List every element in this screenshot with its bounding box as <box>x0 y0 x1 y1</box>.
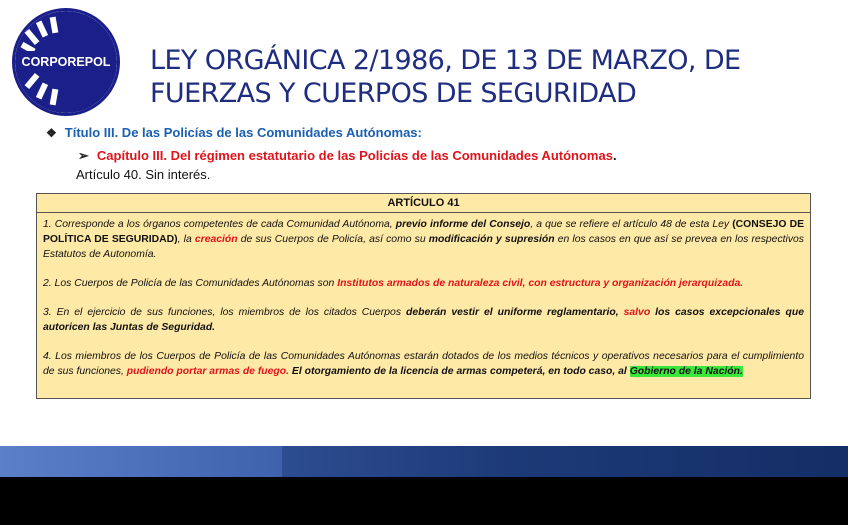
arrow-bullet-icon: ➢ <box>78 148 89 163</box>
article-41-box <box>36 193 811 399</box>
titulo-text: Título III. De las Policías de las Comunidades Autónomas: <box>64 125 422 140</box>
p3-bold-uniforme: deberán vestir el uniforme reglamentario, <box>405 307 619 318</box>
p2-institutos: Institutos armados de naturaleza civil, con estructura y organización jerarquizada. <box>337 278 744 289</box>
p4-bold-licencia: El otorgamiento de la licencia de armas competerá, en todo caso, al <box>289 366 630 377</box>
article-body <box>37 213 810 379</box>
article-heading: ARTÍCULO 41 <box>37 194 810 213</box>
p4-armas: pudiendo portar armas de fuego. <box>126 366 289 377</box>
page-title <box>150 44 830 110</box>
articulo-40-note: Artículo 40. Sin interés. <box>76 167 211 182</box>
article-paragraph-3 <box>43 305 804 335</box>
p1-bold-consejo: (CONSEJO DE POLÍTICA DE SEGURIDAD) <box>43 219 805 245</box>
p1-text: , a que se refiere el artículo 48 de esta Ley <box>530 219 733 230</box>
p3-text: 3. En el ejercicio de sus funciones, los miembros de los citados Cuerpos <box>43 307 406 318</box>
p2-text: 2. Los Cuerpos de Policía de las Comunidades Autónomas son <box>43 278 338 289</box>
p1-creacion: creación <box>194 234 238 245</box>
p1-text: de sus Cuerpos de Policía, así como su <box>237 234 429 245</box>
p1-bold-informe: previo informe del Consejo <box>395 219 531 230</box>
p3-bold-casos: los casos excepcionales que autoricen las Juntas de Seguridad. <box>43 307 804 333</box>
title-line-2: FUERZAS Y CUERPOS DE SEGURIDAD <box>150 78 637 109</box>
logo-emblem-icon <box>15 11 117 113</box>
p1-text: en los casos en que así se prevea en los respectivos Estatutos de Autonomía. <box>43 234 805 260</box>
p1-text: , la <box>177 234 195 245</box>
p4-gobierno-highlight: Gobierno de la Nación. <box>629 366 743 377</box>
diamond-bullet-icon: ❖ <box>46 126 57 140</box>
article-paragraph-1 <box>43 217 804 262</box>
capitulo-end: . <box>612 148 617 163</box>
p4-text: 4. Los miembros de los Cuerpos de Policía de las Comunidades Autónomas estarán dotados de los medios técnicos y operativos necesarios para el cumplimiento de sus funciones, <box>43 351 804 377</box>
p1-text: 1. Corresponde a los órganos competentes de cada Comunidad Autónoma, <box>43 219 396 230</box>
logo-text: CORPOREPOL <box>21 55 111 69</box>
article-paragraph-2 <box>43 276 804 291</box>
capitulo-bullet <box>78 148 617 164</box>
footer-band-accent <box>0 446 282 477</box>
title-line-1: LEY ORGÁNICA 2/1986, DE 13 DE MARZO, DE <box>150 45 741 76</box>
titulo-bullet <box>46 125 422 140</box>
p3-salvo: salvo <box>623 307 651 318</box>
p1-bold-modificacion: modificación y supresión <box>428 234 555 245</box>
capitulo-text: Capítulo III. Del régimen estatutario de las Policías de las Comunidades Autónomas <box>96 148 613 163</box>
article-paragraph-4 <box>43 349 804 379</box>
corporepol-logo <box>12 8 120 116</box>
